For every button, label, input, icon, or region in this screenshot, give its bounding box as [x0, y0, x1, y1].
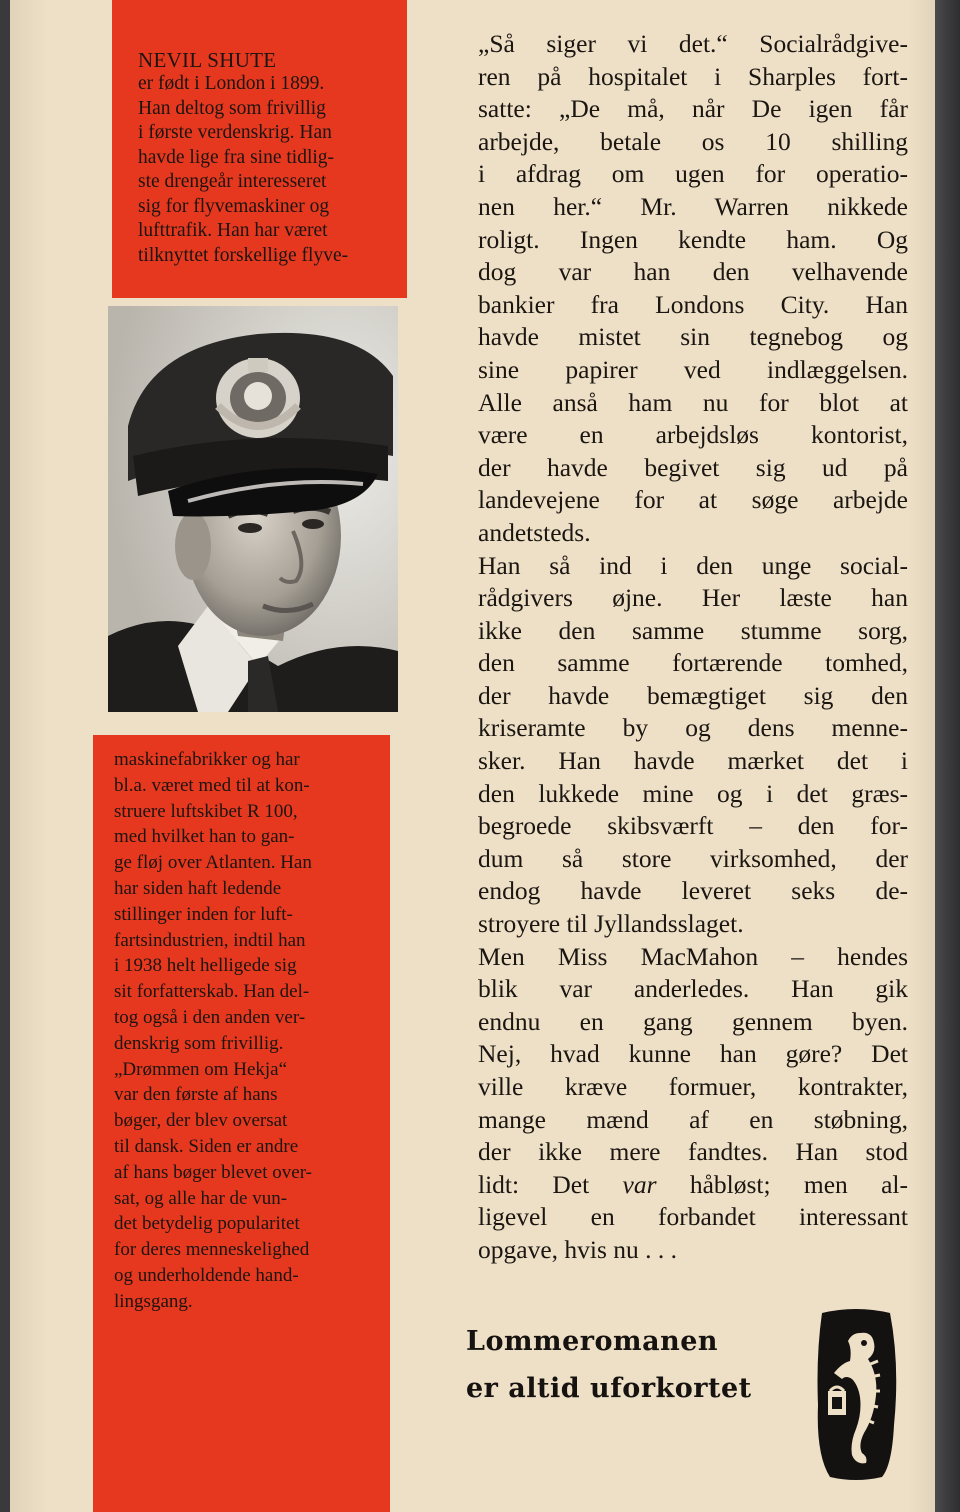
story-line: være en arbejdsløs kontorist,	[478, 420, 908, 450]
bio-line: ste drengeår interesseret	[138, 171, 327, 192]
story-line: havde mistet sin tegnebog og	[478, 322, 908, 352]
story-excerpt	[478, 28, 908, 1267]
story-line: kriseramte by og dens menne-	[478, 713, 908, 743]
bio-line: sat, og alle har de vun-	[114, 1187, 288, 1209]
story-line: Men Miss MacMahon – hendes	[478, 941, 908, 971]
story-line: landevejene for at søge arbejde	[478, 485, 908, 515]
bio-line: fartsindustrien, indtil han	[114, 929, 306, 951]
bio-line: stillinger inden for luft-	[114, 903, 293, 925]
story-line: endog havde leveret seks de-	[478, 876, 908, 906]
story-line: mange mænd af en støbning,	[478, 1104, 908, 1134]
story-line: rådgivers øjne. Her læste han	[478, 583, 908, 613]
bio-line: for deres menneskelighed	[114, 1239, 310, 1261]
bio-panel-bottom	[93, 735, 390, 1512]
bio-line: det betydelig popularitet	[114, 1213, 300, 1235]
bio-line: og underholdende hand-	[114, 1264, 299, 1286]
bio-line: bøger, der blev oversat	[114, 1110, 288, 1132]
story-line: roligt. Ingen kendte ham. Og	[478, 224, 908, 254]
story-line: dog var han den velhavende	[478, 257, 908, 287]
story-line: dum så store virksomhed, der	[478, 843, 908, 873]
story-line: „Så siger vi det.“ Socialrådgive-	[478, 29, 908, 58]
story-line: nen her.“ Mr. Warren nikkede	[478, 191, 908, 221]
story-line: der havde begivet sig ud på	[478, 452, 908, 482]
story-line: ville kræve formuer, kontrakter,	[478, 1072, 908, 1101]
bio-text-top	[138, 72, 393, 268]
bio-line: tilknyttet forskellige flyve-	[138, 244, 349, 266]
story-line: blik var anderledes. Han gik	[478, 974, 908, 1004]
bio-line: Han deltog som frivillig	[138, 97, 326, 119]
bio-text-bottom	[114, 747, 380, 1315]
story-line: den samme fortærende tomhed,	[478, 648, 908, 678]
story-line: i afdrag om ugen for operatio-	[478, 159, 908, 189]
bio-line: til dansk. Siden er andre	[114, 1135, 299, 1157]
bio-line: med hvilket han to gan-	[114, 826, 295, 848]
bio-line: denskrig som frivillig.	[114, 1032, 284, 1054]
story-line: bankier fra Londons City. Han	[478, 289, 908, 319]
story-line: sker. Han havde mærket det i	[478, 746, 908, 776]
bio-line: ge fløj over Atlanten. Han	[114, 852, 312, 874]
bio-line: var den første af hans	[114, 1084, 278, 1106]
bio-line: bl.a. været med til at kon-	[114, 774, 310, 796]
seahorse-logo-icon	[812, 1305, 900, 1481]
story-line: lidt: Det var håbløst; men al-	[478, 1169, 908, 1199]
story-line: andetsteds.	[478, 517, 591, 547]
bio-line: sig for flyvemaskiner og	[138, 195, 330, 217]
bio-line: havde lige fra sine tidlig-	[138, 146, 335, 168]
bio-line: struere luftskibet R 100,	[114, 800, 298, 822]
story-line: Alle anså ham nu for blot at	[478, 387, 908, 417]
bio-line: lufttrafik. Han har været	[138, 220, 328, 241]
author-name: NEVIL SHUTE	[138, 48, 277, 72]
background-surface	[935, 0, 960, 1512]
story-line: Nej, hvad kunne han gøre? Det	[478, 1039, 908, 1069]
story-line: ikke den samme stumme sorg,	[478, 615, 908, 645]
story-line: ligevel en forbandet interessant	[478, 1202, 908, 1232]
author-portrait-image	[108, 306, 398, 712]
story-line: begroede skibsværft – den for-	[478, 811, 908, 841]
bio-line: har siden haft ledende	[114, 877, 282, 899]
slogan-line-2: er altid uforkortet	[466, 1373, 752, 1404]
bio-panel-top	[112, 0, 407, 298]
story-line: der havde bemægtiget sig den	[478, 680, 908, 710]
story-line: den lukkede mine og i det græs-	[478, 778, 908, 808]
story-line: stroyere til Jyllandsslaget.	[478, 909, 744, 939]
bio-line: i 1938 helt helligede sig	[114, 955, 297, 977]
author-photo	[108, 306, 398, 712]
bio-line: sit forfatterskab. Han del-	[114, 981, 310, 1003]
story-line: der ikke mere fandtes. Han stod	[478, 1137, 908, 1167]
story-line: arbejde, betale os 10 shilling	[478, 126, 908, 156]
story-line: Han så ind i den unge social-	[478, 550, 908, 580]
bio-line: tog også i den anden ver-	[114, 1006, 306, 1028]
bio-line: af hans bøger blevet over-	[114, 1161, 312, 1183]
bio-line: „Drømmen om Hekja“	[114, 1058, 288, 1080]
story-line: endnu en gang gennem byen.	[478, 1006, 908, 1036]
slogan-line-1: Lommeromanen	[466, 1326, 719, 1357]
emphasis-word: var	[622, 1169, 657, 1199]
bio-line: lingsgang.	[114, 1290, 193, 1312]
story-line: sine papirer ved indlæggelsen.	[478, 354, 908, 384]
series-slogan	[466, 1318, 752, 1412]
story-text	[478, 28, 908, 1169]
bio-line: maskinefabrikker og har	[114, 749, 300, 770]
story-line: opgave, hvis nu . . .	[478, 1234, 678, 1264]
story-line: satte: „De må, når De igen får	[478, 94, 908, 124]
bio-line: i første verdenskrig. Han	[138, 122, 332, 143]
bio-line: er født i London i 1899.	[138, 73, 325, 94]
story-line: ren på hospitalet i Sharples fort-	[478, 61, 908, 91]
